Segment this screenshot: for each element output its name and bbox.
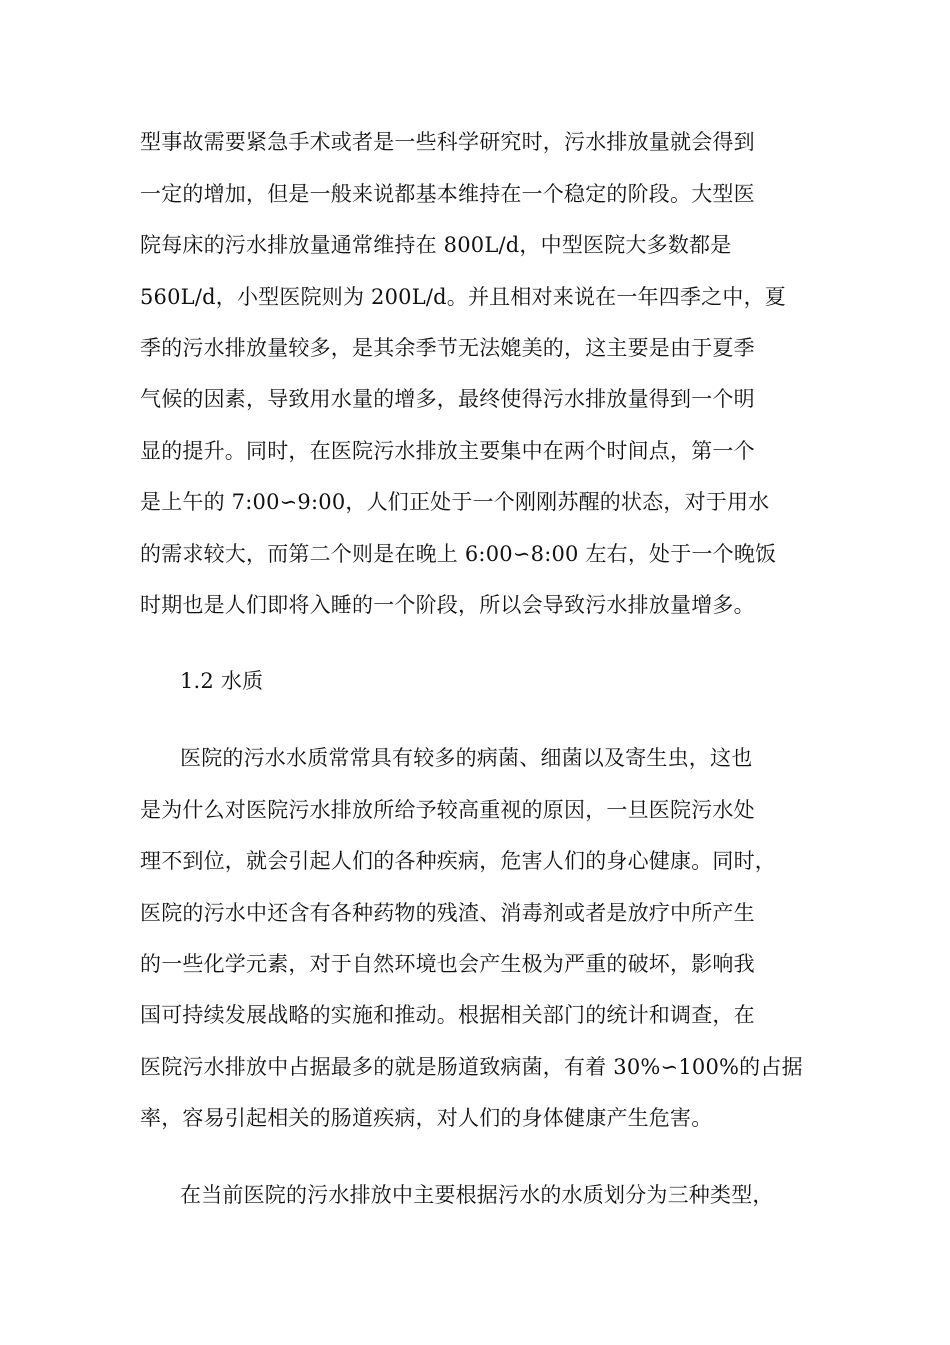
paragraph-1-line-7: 显的提升。同时，在医院污水排放主要集中在两个时间点，第一个 [140, 439, 755, 463]
paragraph-1-line-4: 560L/d，小型医院则为 200L/d。并且相对来说在一年四季之中，夏 [140, 285, 786, 309]
paragraph-2-line-6: 国可持续发展战略的实施和推动。根据相关部门的统计和调查，在 [140, 1003, 755, 1027]
paragraph-2-line-4: 医院的污水中还含有各种药物的残渣、消毒剂或者是放疗中所产生 [140, 901, 755, 925]
paragraph-1-line-6: 气候的因素，导致用水量的增多，最终使得污水排放量得到一个明 [140, 387, 755, 411]
paragraph-1-line-8: 是上午的 7:00∽9:00，人们正处于一个刚刚苏醒的状态，对于用水 [140, 490, 770, 514]
paragraph-2-line-3: 理不到位，就会引起人们的各种疾病，危害人们的身心健康。同时， [140, 849, 776, 873]
paragraph-1-line-1: 型事故需要紧急手术或者是一些科学研究时，污水排放量就会得到 [140, 130, 755, 154]
paragraph-1-line-5: 季的污水排放量较多，是其余季节无法媲美的，这主要是由于夏季 [140, 336, 755, 360]
section-heading: 1.2 水质 [180, 669, 264, 693]
paragraph-1-line-2: 一定的增加，但是一般来说都基本维持在一个稳定的阶段。大型医 [140, 182, 755, 206]
paragraph-2-line-8: 率，容易引起相关的肠道疾病，对人们的身体健康产生危害。 [140, 1106, 713, 1130]
paragraph-1-line-10: 时期也是人们即将入睡的一个阶段，所以会导致污水排放量增多。 [140, 593, 755, 617]
paragraph-2-line-2: 是为什么对医院污水排放所给予较高重视的原因，一旦医院污水处 [140, 798, 755, 822]
paragraph-3-line-1: 在当前医院的污水排放中主要根据污水的水质划分为三种类型， [180, 1183, 774, 1207]
paragraph-1-line-3: 院每床的污水排放量通常维持在 800L/d，中型医院大多数都是 [140, 233, 732, 257]
paragraph-2-line-1: 医院的污水水质常常具有较多的病菌、细菌以及寄生虫，这也 [180, 746, 753, 770]
paragraph-1-line-9: 的需求较大，而第二个则是在晚上 6:00∽8:00 左右，处于一个晚饭 [140, 542, 777, 566]
paragraph-2-line-7: 医院污水排放中占据最多的就是肠道致病菌，有着 30%∽100%的占据 [140, 1055, 803, 1079]
paragraph-2-line-5: 的一些化学元素，对于自然环境也会产生极为严重的破坏，影响我 [140, 952, 755, 976]
